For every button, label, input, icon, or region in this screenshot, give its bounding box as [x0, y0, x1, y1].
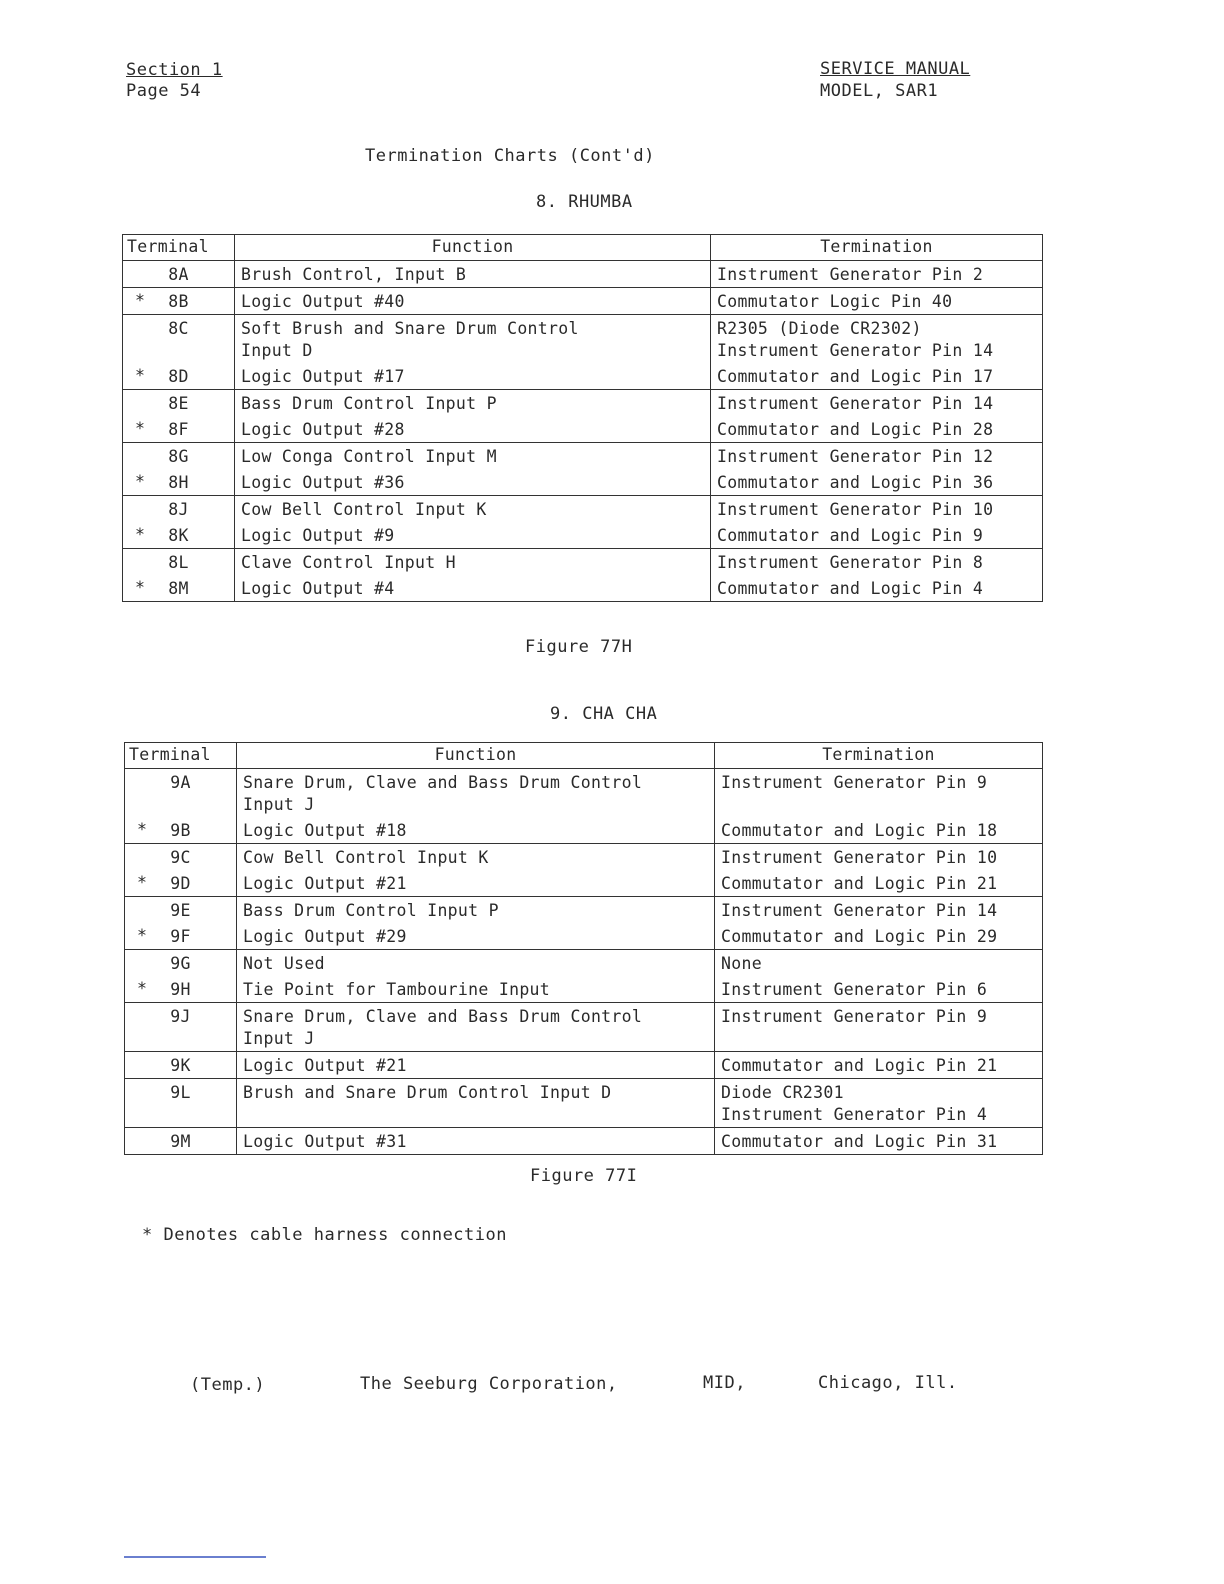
terminal-cell	[123, 549, 235, 576]
section-text: Section 1	[126, 60, 223, 80]
terminal-cell	[125, 1003, 237, 1052]
terminal-id: 9M	[170, 1132, 191, 1151]
section-label	[126, 59, 223, 81]
table-row	[125, 1128, 1043, 1155]
figure-77h-caption: Figure 77H	[525, 637, 633, 657]
terminal-id: 8H	[168, 473, 189, 492]
termination-text: Commutator and Logic Pin 21	[721, 874, 998, 893]
harness-marker: *	[137, 820, 148, 839]
terminal-cell	[125, 769, 237, 818]
function-cell	[237, 923, 715, 950]
table-row	[123, 315, 1043, 364]
function-text: Cow Bell Control Input K	[241, 500, 487, 519]
function-text: Soft Brush and Snare Drum Control	[241, 319, 579, 338]
terminal-cell	[125, 870, 237, 897]
terminal-id: 8E	[168, 394, 189, 413]
termination-cell	[715, 817, 1043, 844]
function-text: Bass Drum Control Input P	[241, 394, 497, 413]
function-text: Clave Control Input H	[241, 553, 456, 572]
harness-marker: *	[135, 525, 146, 544]
function-text: Tie Point for Tambourine Input	[243, 980, 551, 999]
terminal-id: 8A	[168, 265, 189, 284]
footnote: * Denotes cable harness connection	[142, 1225, 507, 1245]
function-cell	[235, 522, 711, 549]
function-cell	[235, 390, 711, 417]
footer-temp: (Temp.)	[190, 1375, 266, 1395]
terminal-id: 9B	[170, 821, 191, 840]
table-row	[123, 443, 1043, 470]
function-text: Low Conga Control Input M	[241, 447, 497, 466]
table-row	[125, 769, 1043, 818]
termination-text: Instrument Generator Pin 6	[721, 980, 988, 999]
harness-marker: *	[137, 979, 148, 998]
table-row	[123, 288, 1043, 315]
termination-cell	[711, 315, 1043, 364]
function-cell	[237, 844, 715, 871]
termination-text: Commutator and Logic Pin 18	[721, 821, 998, 840]
function-cell	[235, 469, 711, 496]
scan-edge-line	[124, 1556, 266, 1558]
rhumba-table	[122, 234, 1043, 602]
function-cell	[237, 1079, 715, 1128]
terminal-cell	[123, 496, 235, 523]
harness-marker: *	[137, 873, 148, 892]
termination-text: Commutator and Logic Pin 28	[717, 420, 994, 439]
col-terminal: Terminal	[123, 235, 235, 261]
terminal-id: 9J	[170, 1007, 191, 1026]
terminal-cell	[125, 923, 237, 950]
table-row	[125, 1003, 1043, 1052]
termination-cell	[715, 950, 1043, 977]
terminal-cell	[125, 950, 237, 977]
terminal-cell	[123, 443, 235, 470]
table-row	[125, 870, 1043, 897]
table-row	[123, 390, 1043, 417]
function-text: Not Used	[243, 954, 325, 973]
terminal-cell	[125, 897, 237, 924]
function-text: Brush and Snare Drum Control Input D	[243, 1083, 612, 1102]
function-cell	[237, 769, 715, 818]
termination-cell	[711, 363, 1043, 390]
terminal-cell	[123, 390, 235, 417]
termination-text: Commutator and Logic Pin 9	[717, 526, 984, 545]
model-label: MODEL, SAR1	[820, 81, 939, 101]
harness-marker: *	[135, 472, 146, 491]
function-cell	[237, 817, 715, 844]
terminal-id: 9A	[170, 773, 191, 792]
terminal-id: 8G	[168, 447, 189, 466]
function-text: Brush Control, Input B	[241, 265, 467, 284]
harness-marker: *	[137, 926, 148, 945]
termination-text: Instrument Generator Pin 8	[717, 553, 984, 572]
function-text: Cow Bell Control Input K	[243, 848, 489, 867]
table-row	[123, 496, 1043, 523]
function-cell	[237, 976, 715, 1003]
terminal-id: 9E	[170, 901, 191, 920]
termination-cell	[711, 522, 1043, 549]
termination-cell	[715, 870, 1043, 897]
termination-cell	[711, 288, 1043, 315]
function-text: Snare Drum, Clave and Bass Drum Control	[243, 773, 643, 792]
table-row	[125, 817, 1043, 844]
termination-text: Instrument Generator Pin 14	[717, 341, 994, 360]
col-function: Function	[235, 235, 711, 261]
termination-cell	[715, 769, 1043, 818]
function-cell	[235, 363, 711, 390]
terminal-id: 9D	[170, 874, 191, 893]
function-text: Logic Output #17	[241, 367, 405, 386]
function-cell	[235, 496, 711, 523]
harness-marker: *	[135, 578, 146, 597]
rhumba-heading: 8. RHUMBA	[536, 192, 633, 212]
terminal-cell	[123, 416, 235, 443]
function-cell	[235, 288, 711, 315]
terminal-id: 9L	[170, 1083, 191, 1102]
harness-marker: *	[135, 366, 146, 385]
function-cell	[235, 575, 711, 602]
terminal-cell	[125, 844, 237, 871]
function-text: Logic Output #31	[243, 1132, 407, 1151]
terminal-id: 8D	[168, 367, 189, 386]
termination-cell	[711, 496, 1043, 523]
termination-text: Commutator and Logic Pin 29	[721, 927, 998, 946]
function-cell	[237, 1128, 715, 1155]
termination-text: Commutator and Logic Pin 17	[717, 367, 994, 386]
function-text: Logic Output #29	[243, 927, 407, 946]
termination-cell	[711, 575, 1043, 602]
terminal-id: 8M	[168, 579, 189, 598]
harness-marker: *	[135, 419, 146, 438]
termination-cell	[711, 390, 1043, 417]
termination-text: Instrument Generator Pin 9	[721, 1007, 988, 1026]
function-text: Input D	[241, 341, 313, 360]
function-cell	[237, 1052, 715, 1079]
col-termination: Termination	[711, 235, 1043, 261]
terminal-cell	[123, 575, 235, 602]
terminal-id: 8L	[168, 553, 189, 572]
termination-text: Instrument Generator Pin 10	[717, 500, 994, 519]
termination-text: Commutator and Logic Pin 31	[721, 1132, 998, 1151]
function-text: Snare Drum, Clave and Bass Drum Control	[243, 1007, 643, 1026]
function-text: Input J	[243, 795, 315, 814]
terminal-id: 8J	[168, 500, 189, 519]
table-header-row	[125, 743, 1043, 769]
table-row	[125, 923, 1043, 950]
terminal-id: 8K	[168, 526, 189, 545]
manual-title: SERVICE MANUAL	[820, 59, 971, 79]
termination-text: Instrument Generator Pin 2	[717, 265, 984, 284]
function-text: Logic Output #40	[241, 292, 405, 311]
table-row	[123, 469, 1043, 496]
termination-cell	[715, 976, 1043, 1003]
footer-division: MID,	[703, 1373, 746, 1393]
terminal-id: 9H	[170, 980, 191, 999]
table-row	[123, 416, 1043, 443]
termination-cell	[715, 844, 1043, 871]
termination-cell	[711, 261, 1043, 288]
terminal-cell	[125, 1079, 237, 1128]
function-cell	[237, 950, 715, 977]
col-function: Function	[237, 743, 715, 769]
termination-cell	[711, 469, 1043, 496]
table-header-row	[123, 235, 1043, 261]
table-row	[123, 261, 1043, 288]
termination-text: Commutator and Logic Pin 4	[717, 579, 984, 598]
terminal-cell	[123, 469, 235, 496]
terminal-id: 9G	[170, 954, 191, 973]
function-cell	[237, 1003, 715, 1052]
terminal-cell	[123, 363, 235, 390]
termination-cell	[711, 549, 1043, 576]
table-row	[123, 363, 1043, 390]
terminal-id: 9F	[170, 927, 191, 946]
termination-text: Instrument Generator Pin 12	[717, 447, 994, 466]
terminal-cell	[125, 1128, 237, 1155]
termination-text: Instrument Generator Pin 14	[721, 901, 998, 920]
function-text: Logic Output #9	[241, 526, 395, 545]
terminal-cell	[123, 261, 235, 288]
terminal-cell	[123, 315, 235, 364]
termination-text: Commutator Logic Pin 40	[717, 292, 953, 311]
harness-marker: *	[135, 291, 146, 310]
termination-cell	[715, 1003, 1043, 1052]
termination-cell	[711, 416, 1043, 443]
table-row	[125, 1052, 1043, 1079]
termination-text: Instrument Generator Pin 14	[717, 394, 994, 413]
page-title: Termination Charts (Cont'd)	[365, 146, 655, 166]
table-row	[125, 844, 1043, 871]
terminal-id: 9K	[170, 1056, 191, 1075]
terminal-id: 9C	[170, 848, 191, 867]
page-number: Page 54	[126, 81, 202, 101]
termination-text: Commutator and Logic Pin 21	[721, 1056, 998, 1075]
termination-cell	[715, 923, 1043, 950]
table-row	[123, 522, 1043, 549]
figure-77i-caption: Figure 77I	[530, 1166, 638, 1186]
terminal-cell	[125, 817, 237, 844]
termination-cell	[715, 1128, 1043, 1155]
col-termination: Termination	[715, 743, 1043, 769]
terminal-id: 8C	[168, 319, 189, 338]
function-cell	[235, 549, 711, 576]
chacha-table	[124, 742, 1043, 1155]
function-text: Logic Output #36	[241, 473, 405, 492]
function-text: Input J	[243, 1029, 315, 1048]
function-text: Logic Output #21	[243, 874, 407, 893]
col-terminal: Terminal	[125, 743, 237, 769]
terminal-cell	[123, 288, 235, 315]
termination-text: Instrument Generator Pin 9	[721, 773, 988, 792]
termination-cell	[711, 443, 1043, 470]
termination-text: Instrument Generator Pin 10	[721, 848, 998, 867]
terminal-id: 8B	[168, 292, 189, 311]
termination-text: None	[721, 954, 762, 973]
termination-text: R2305 (Diode CR2302)	[717, 319, 922, 338]
terminal-cell	[125, 976, 237, 1003]
footer-city: Chicago, Ill.	[818, 1373, 958, 1393]
function-cell	[237, 897, 715, 924]
termination-text: Commutator and Logic Pin 36	[717, 473, 994, 492]
table-row	[123, 549, 1043, 576]
table-row	[125, 950, 1043, 977]
termination-cell	[715, 897, 1043, 924]
table-row	[125, 976, 1043, 1003]
footer-company: The Seeburg Corporation,	[360, 1374, 618, 1394]
table-row	[125, 1079, 1043, 1128]
terminal-cell	[123, 522, 235, 549]
chacha-heading: 9. CHA CHA	[550, 704, 658, 724]
function-cell	[237, 870, 715, 897]
termination-cell	[715, 1052, 1043, 1079]
termination-cell	[715, 1079, 1043, 1128]
function-text: Logic Output #18	[243, 821, 407, 840]
terminal-cell	[125, 1052, 237, 1079]
table-row	[125, 897, 1043, 924]
function-cell	[235, 261, 711, 288]
function-cell	[235, 315, 711, 364]
termination-text: Instrument Generator Pin 4	[721, 1105, 988, 1124]
table-row	[123, 575, 1043, 602]
termination-text: Diode CR2301	[721, 1083, 844, 1102]
function-cell	[235, 416, 711, 443]
function-text: Logic Output #4	[241, 579, 395, 598]
function-text: Logic Output #28	[241, 420, 405, 439]
function-cell	[235, 443, 711, 470]
function-text: Logic Output #21	[243, 1056, 407, 1075]
terminal-id: 8F	[168, 420, 189, 439]
function-text: Bass Drum Control Input P	[243, 901, 499, 920]
